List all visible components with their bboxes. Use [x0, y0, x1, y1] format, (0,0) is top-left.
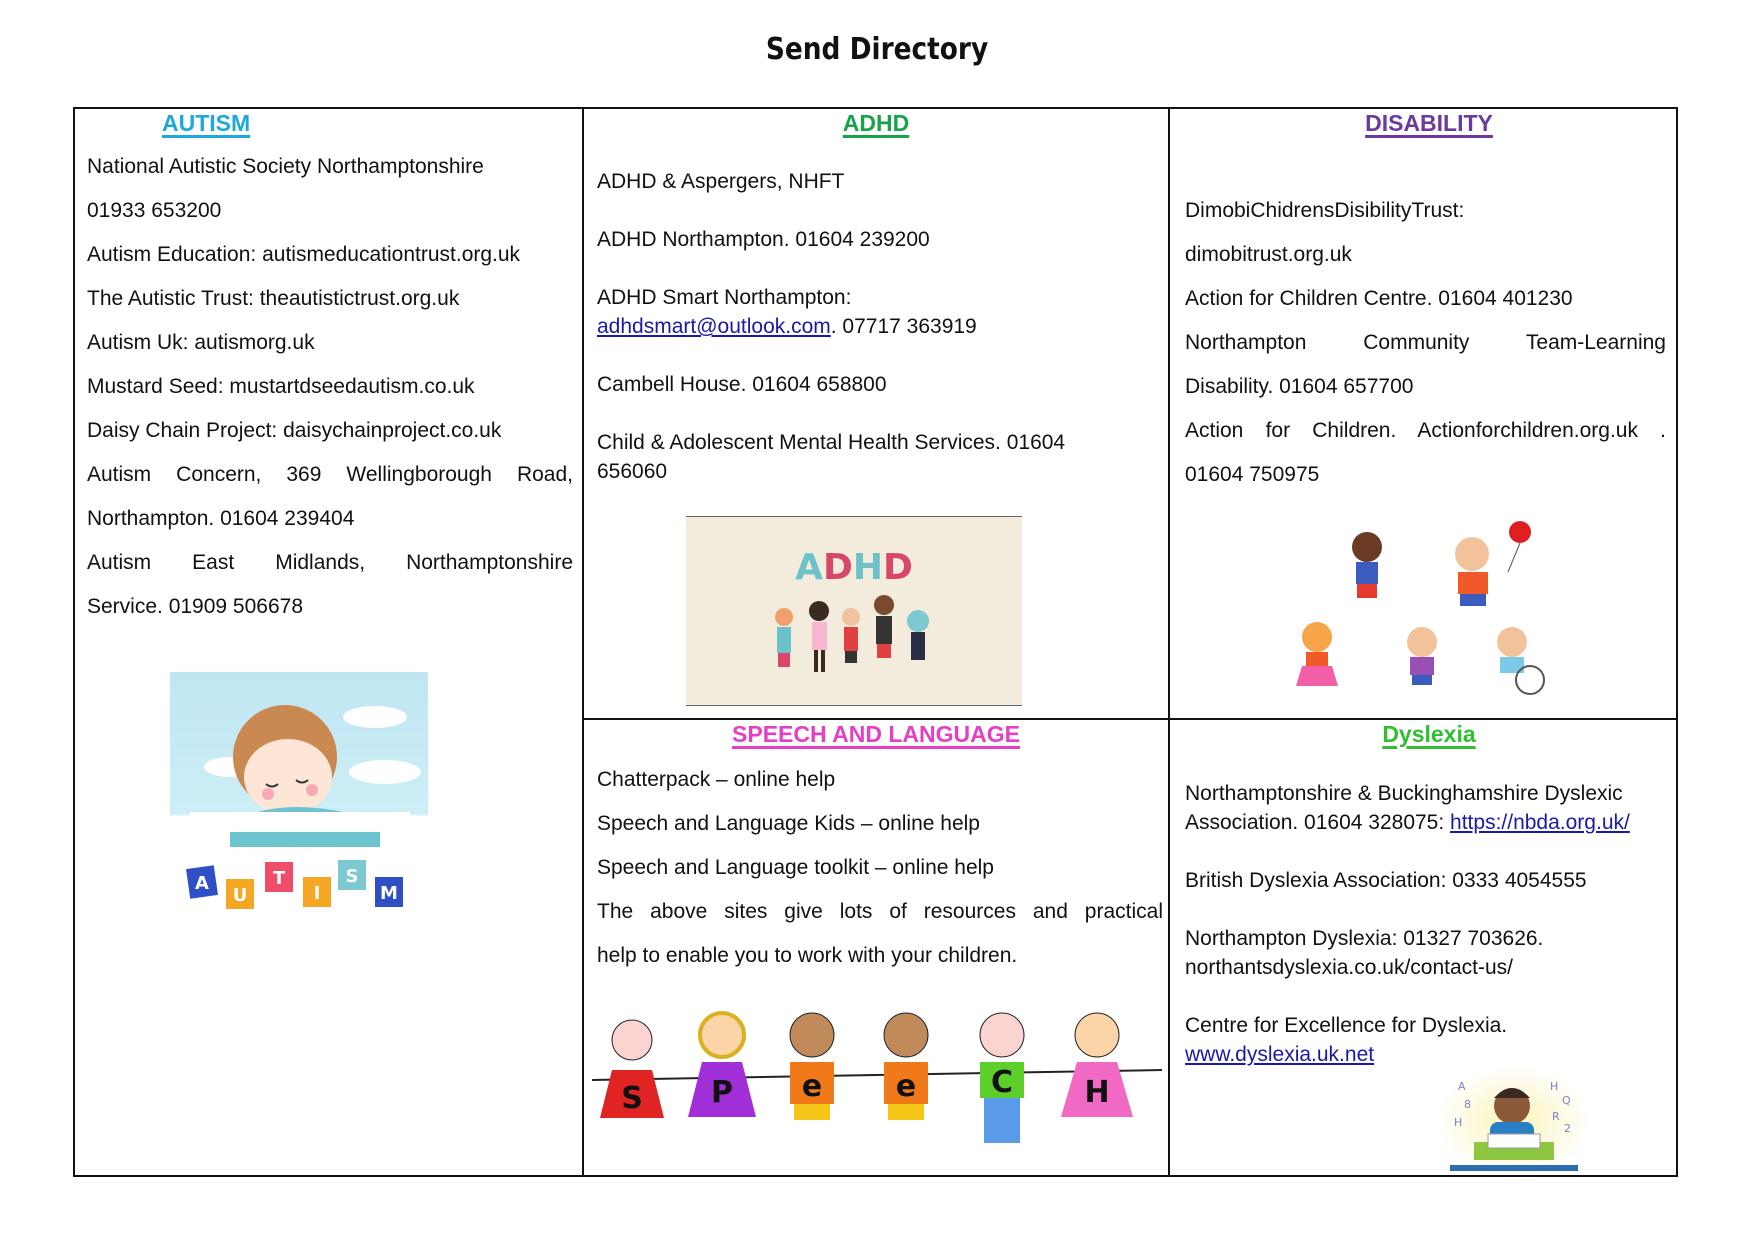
svg-text:ADHD: ADHD [795, 547, 913, 588]
list-item: National Autistic Society Northamptonshire [87, 155, 484, 178]
autism-list [87, 145, 573, 629]
list-item: Daisy Chain Project: daisychainproject.co.uk [87, 419, 502, 442]
dyslexia-illustration [1440, 1068, 1588, 1174]
list-item: Northampton Community Team-Learning [1185, 331, 1666, 354]
list-item: Northamptonshire & Buckinghamshire Dyslexic Association. 01604 328075: https://nbda.org.uk/ [1185, 782, 1630, 834]
list-item: dimobitrust.org.uk [1185, 243, 1352, 266]
list-item: help to enable you to work with your children. [597, 944, 1018, 967]
list-item: Autism East Midlands, Northamptonshire [87, 551, 573, 574]
speech-illustration [592, 990, 1162, 1160]
nbda-link[interactable]: https://nbda.org.uk/ [1450, 811, 1630, 834]
svg-text:S: S [345, 866, 359, 887]
svg-text:Q: Q [1562, 1094, 1571, 1107]
list-item: Child & Adolescent Mental Health Services. 01604 656060 [597, 431, 1066, 483]
dyslexia-heading: Dyslexia [1382, 721, 1476, 747]
adhd-list [597, 167, 1157, 486]
list-item: Autism Concern, 369 Wellingborough Road, [87, 463, 573, 486]
children-group-icon [686, 517, 1022, 706]
svg-text:8: 8 [1464, 1098, 1471, 1111]
list-item: ADHD Northampton. 01604 239200 [597, 228, 930, 251]
svg-text:U: U [232, 885, 248, 906]
list-item: Action for Children Centre. 01604 401230 [1185, 287, 1573, 310]
svg-text:T: T [272, 868, 286, 889]
svg-text:2: 2 [1564, 1122, 1571, 1135]
list-item: ADHD Smart Northampton: adhdsmart@outlook.com. 07717 363919 [597, 286, 977, 338]
list-item: Northampton Dyslexia: 01327 703626. northantsdyslexia.co.uk/contact-us/ [1185, 927, 1544, 979]
svg-text:H: H [1550, 1080, 1559, 1093]
list-item: Disability. 01604 657700 [1185, 375, 1414, 398]
list-item: Chatterpack – online help [597, 768, 836, 791]
list-item: Mustard Seed: mustartdseedautism.co.uk [87, 375, 475, 398]
disability-heading: DISABILITY [1365, 110, 1493, 136]
svg-text:H: H [1454, 1116, 1463, 1129]
list-item: ADHD & Aspergers, NHFT [597, 170, 845, 193]
list-item: Centre for Excellence for Dyslexia. www.dyslexia.uk.net [1185, 1014, 1508, 1066]
list-item: 01933 653200 [87, 199, 222, 222]
svg-text:C: C [990, 1065, 1014, 1100]
list-item: Speech and Language Kids – online help [597, 812, 980, 835]
list-item: Service. 01909 506678 [87, 595, 303, 618]
svg-text:A: A [195, 873, 209, 894]
list-item: Action for Children. Actionforchildren.org.uk . [1185, 419, 1666, 442]
autism-heading: AUTISM [162, 110, 251, 136]
svg-text:H: H [1084, 1075, 1110, 1110]
svg-text:P: P [711, 1075, 733, 1110]
page-title: Send Directory [765, 32, 989, 67]
list-item: DimobiChidrensDisibilityTrust: [1185, 199, 1465, 222]
sleeping-boy-icon [170, 672, 428, 930]
children-holding-hands-icon [592, 990, 1162, 1160]
adhd-heading: ADHD [842, 110, 910, 136]
list-item: The above sites give lots of resources and practical [597, 900, 1163, 923]
list-item: Northampton. 01604 239404 [87, 507, 355, 530]
list-item: The Autistic Trust: theautistictrust.org.uk [87, 287, 460, 310]
list-item: Cambell House. 01604 658800 [597, 373, 887, 396]
list-item: Autism Uk: autismorg.uk [87, 331, 315, 354]
reading-child-icon [1440, 1068, 1588, 1174]
svg-text:e: e [801, 1069, 823, 1104]
list-item: Autism Education: autismeducationtrust.org.uk [87, 243, 521, 266]
adhd-illustration [686, 516, 1022, 706]
disability-list [1185, 189, 1666, 497]
svg-text:S: S [621, 1081, 643, 1116]
dyslexia-uk-link[interactable]: www.dyslexia.uk.net [1185, 1043, 1375, 1066]
email-link[interactable]: adhdsmart@outlook.com [597, 315, 831, 338]
list-item: Speech and Language toolkit – online help [597, 856, 994, 879]
speech-heading: SPEECH AND LANGUAGE [732, 721, 1020, 747]
speech-list [597, 758, 1163, 978]
svg-text:M: M [380, 883, 398, 904]
autism-illustration [170, 672, 428, 930]
disability-illustration [1262, 502, 1557, 700]
list-item: 01604 750975 [1185, 463, 1320, 486]
children-with-disabilities-icon [1262, 502, 1557, 700]
dyslexia-list [1185, 779, 1675, 1069]
svg-text:A: A [1458, 1080, 1466, 1093]
svg-text:R: R [1552, 1110, 1560, 1123]
svg-text:I: I [313, 883, 321, 904]
list-item: British Dyslexia Association: 0333 4054555 [1185, 869, 1587, 892]
svg-text:e: e [895, 1069, 917, 1104]
